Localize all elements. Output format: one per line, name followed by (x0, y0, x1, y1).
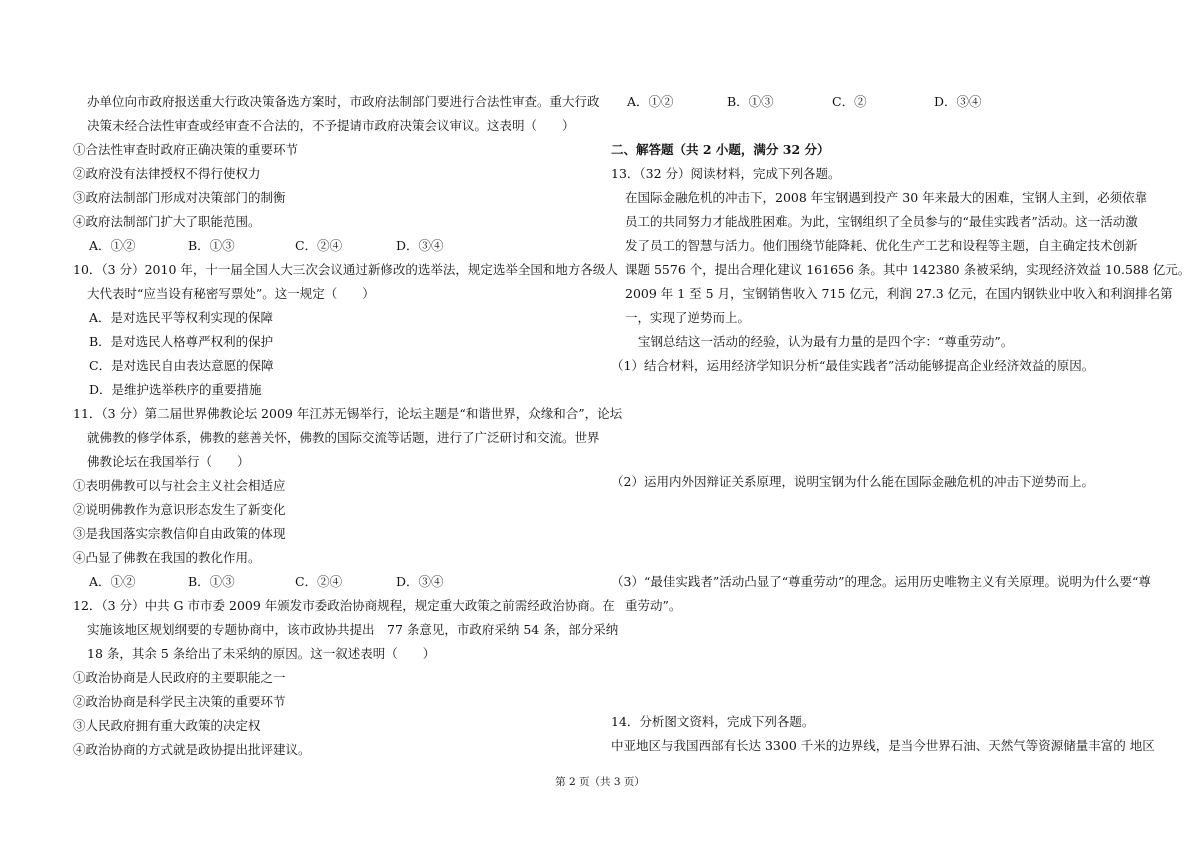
q10-option-b: B．是对选民人格尊严权利的保护 (89, 334, 274, 349)
q12-statement-1: ①政治协商是人民政府的主要职能之一 (73, 670, 286, 685)
q10-option-c: C．是对选民自由表达意愿的保障 (89, 358, 274, 373)
q9-option-d: D．③④ (396, 238, 444, 253)
q10-stem-line2: 大代表时“应当设有秘密写票处”。这一规定（ ） (87, 286, 375, 301)
q12-option-c: C．② (832, 94, 867, 109)
q13-subquestion-1: （1）结合材料，运用经济学知识分析“最佳实践者”活动能够提高企业经济效益的原因。 (611, 358, 1095, 373)
q11-statement-1: ①表明佛教可以与社会主义社会相适应 (73, 478, 286, 493)
q11-statement-3: ③是我国落实宗教信仰自由政策的体现 (73, 526, 286, 541)
q11-option-d: D．③④ (396, 574, 444, 589)
q9-stem-line1: 办单位向市政府报送重大行政决策备选方案时，市政府法制部门要进行合法性审查。重大行政 (87, 94, 600, 109)
q9-statement-4: ④政府法制部门扩大了职能范围。 (73, 214, 261, 229)
q13-material-line2: 员工的共同努力才能战胜困难。为此，宝钢组织了全员参与的“最佳实践者”活动。这一活动激 (625, 214, 1138, 229)
q13-subquestion-2: （2）运用内外因辩证关系原理，说明宝钢为什么能在国际金融危机的冲击下逆势而上。 (611, 474, 1094, 489)
q10-stem-line1: 10．（3 分）2010 年，十一届全国人大三次会议通过新修改的选举法，规定选举全国和地方各级人 (73, 262, 618, 277)
q13-material-line6: 一，实现了逆势而上。 (625, 310, 751, 325)
q13-material-line4: 课题 5576 个，提出合理化建议 161656 条。其中 142380 条被采纳，实现经济效益 10.588 亿元。 (625, 262, 1191, 277)
q12-option-d: D．③④ (934, 94, 982, 109)
q13-material-summary: 宝钢总结这一活动的经验，认为最有力量的是四个字：“尊重劳动”。 (638, 334, 1014, 349)
page-footer: 第 2 页（共 3 页） (555, 776, 645, 788)
q14-heading: 14．分析图文资料，完成下列各题。 (611, 714, 815, 729)
q13-heading: 13．（32 分）阅读材料，完成下列各题。 (611, 166, 841, 181)
q11-option-a: A．①② (89, 574, 136, 589)
q9-stem-line2: 决策未经合法性审查或经审查不合法的，不予提请市政府决策会议审议。这表明（ ） (87, 118, 575, 133)
q12-statement-4: ④政治协商的方式就是政协提出批评建议。 (73, 742, 311, 757)
q13-subquestion-3-line1: （3）“最佳实践者”活动凸显了“尊重劳动”的理念。运用历史唯物主义有关原理。说明为什么要“尊 (611, 574, 1151, 589)
q12-option-a: A．①② (627, 94, 674, 109)
q9-statement-1: ①合法性审查时政府正确决策的重要环节 (73, 142, 299, 157)
q12-statement-2: ②政治协商是科学民主决策的重要环节 (73, 694, 286, 709)
section-heading: 二、解答题（共 2 小题，满分 32 分） (611, 142, 830, 157)
q13-subquestion-3-line2: 重劳动”。 (625, 598, 682, 613)
q12-statement-3: ③人民政府拥有重大政策的决定权 (73, 718, 261, 733)
q12-stem-line2: 实施该地区规划纲要的专题协商中，该市政协共提出 77 条意见，市政府采纳 54 条，部分采纳 (87, 622, 619, 637)
q11-stem-line2: 就佛教的修学体系，佛教的慈善关怀，佛教的国际交流等话题，进行了广泛研讨和交流。世界 (87, 430, 600, 445)
q11-stem-line1: 11．（3 分）第二届世界佛教论坛 2009 年江苏无锡举行，论坛主题是“和谐世界，众缘和合”，论坛 (73, 406, 623, 421)
q9-option-b: B．①③ (188, 238, 235, 253)
q9-option-a: A．①② (89, 238, 136, 253)
q11-stem-line3: 佛教论坛在我国举行（ ） (87, 454, 250, 469)
q14-material-line1: 中亚地区与我国西部有长达 3300 千米的边界线，是当今世界石油、天然气等资源储量丰富的 地区 (611, 738, 1155, 753)
q9-statement-3: ③政府法制部门形成对决策部门的制衡 (73, 190, 286, 205)
q13-material-line3: 发了员工的智慧与活力。他们围绕节能降耗、优化生产工艺和设程等主题，自主确定技术创新 (625, 238, 1138, 253)
q11-statement-2: ②说明佛教作为意识形态发生了新变化 (73, 502, 286, 517)
q11-option-c: C．②④ (295, 574, 343, 589)
q10-option-a: A．是对选民平等权利实现的保障 (89, 310, 274, 325)
q12-stem-line1: 12．（3 分）中共 G 市市委 2009 年颁发市委政治协商规程，规定重大政策之前需经政治协商。在 (73, 598, 615, 613)
q12-stem-line3: 18 条，其余 5 条给出了未采纳的原因。这一叙述表明（ ） (87, 646, 436, 661)
q9-option-c: C．②④ (295, 238, 343, 253)
q12-option-b: B．①③ (727, 94, 774, 109)
q10-option-d: D．是维护选举秩序的重要措施 (89, 382, 262, 397)
q11-option-b: B．①③ (188, 574, 235, 589)
q11-statement-4: ④凸显了佛教在我国的教化作用。 (73, 550, 261, 565)
q13-material-line5: 2009 年 1 至 5 月，宝钢销售收入 715 亿元，利润 27.3 亿元，在国内钢铁业中收入和利润排名第 (625, 286, 1173, 301)
q9-statement-2: ②政府没有法律授权不得行使权力 (73, 166, 261, 181)
q13-material-line1: 在国际金融危机的冲击下，2008 年宝钢遇到投产 30 年来最大的困难，宝钢人主到，必须依靠 (625, 190, 1148, 205)
